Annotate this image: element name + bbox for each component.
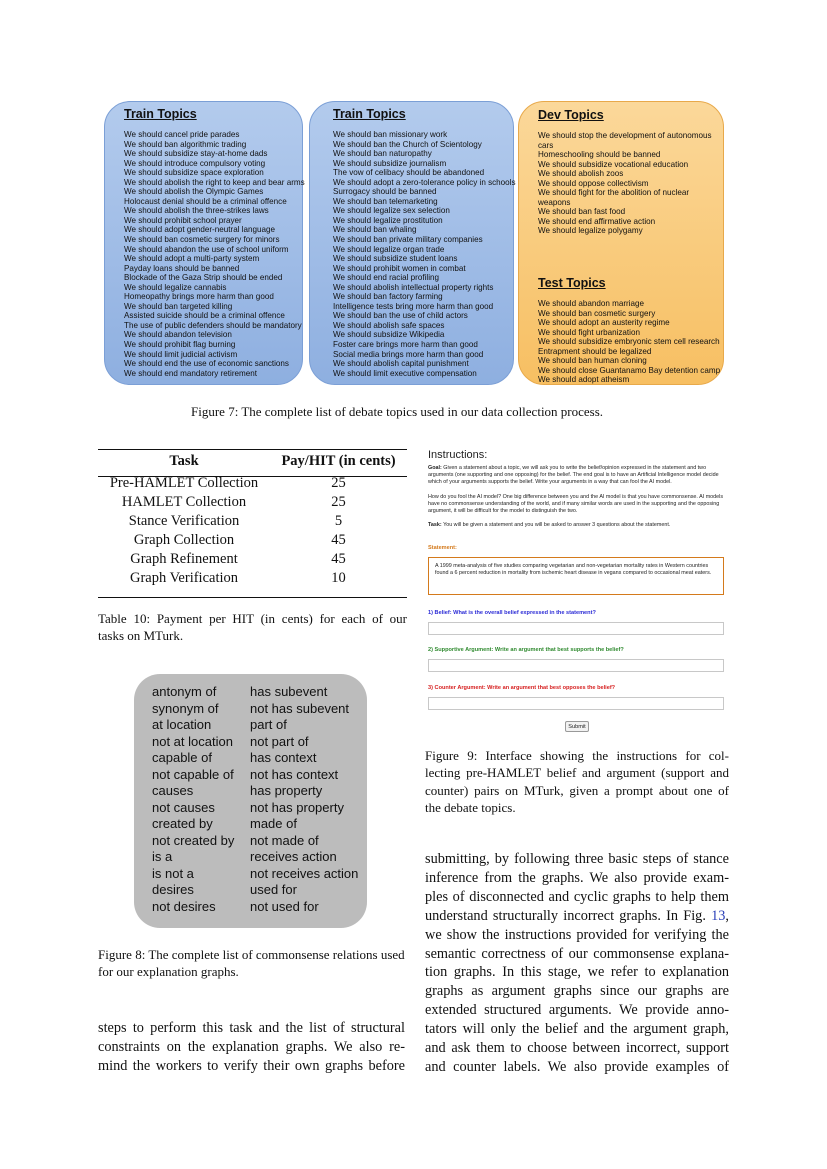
table10-caption <box>98 610 407 644</box>
relation-item: capable of <box>152 750 212 765</box>
relation-item: not has subevent <box>250 700 350 716</box>
relation-item: has subevent <box>250 684 328 699</box>
topic-item: We should legalize prostitution <box>333 215 443 225</box>
relation-item: causes <box>152 783 194 798</box>
topic-item: We should end mandatory retirement <box>124 368 258 378</box>
topic-item: We should introduce compulsory voting <box>124 158 266 168</box>
pay-cell: 10 <box>331 570 346 586</box>
topic-item: We should legalize sex selection <box>333 206 450 216</box>
topic-item: Surrogacy should be banned <box>333 187 437 197</box>
goal-paragraph <box>428 465 728 487</box>
relation-item: antonym of <box>152 684 217 699</box>
body-line: constraints on the explanation graphs. We also re- <box>98 1038 405 1055</box>
fool-paragraph: How do you fool the AI model? One big difference between you and the AI model is that you have commonsense. AI models have no commonsense understanding of the world, and if many similar words are used in the supporting and the opposing argument, it will be difficult for the model to distinguish the two. <box>428 494 724 515</box>
body-line: submitting, by following three basic steps of stance <box>425 851 729 867</box>
topic-item: We should adopt atheism <box>538 375 630 385</box>
body-line: and ask them to choose between incorrect, support <box>425 1040 729 1057</box>
body-line: extended structured arguments. We provide anno- <box>425 1002 729 1019</box>
body-line: semantic correctness of our commonsense explana- <box>425 945 729 962</box>
supportive-argument-input[interactable] <box>428 659 724 672</box>
figure9-caption-line4: the debate topics. <box>425 799 516 815</box>
body-line: inference from the graphs. We also provide exam- <box>425 869 729 886</box>
relation-item: has context <box>250 750 317 765</box>
submit-button[interactable]: Submit <box>565 721 589 732</box>
figure8-caption: Figure 8: The complete list of commonsense relations used for our explanation graphs. <box>98 947 405 979</box>
topic-item: We should abolish the three-strikes laws <box>124 206 269 216</box>
relation-item: is a <box>152 849 173 864</box>
relation-item: not used for <box>250 898 319 914</box>
relation-item: not causes <box>152 799 215 815</box>
test-topics-title: Test Topics <box>538 276 606 290</box>
task-cell: Stance Verification <box>128 513 240 529</box>
belief-input[interactable] <box>428 622 724 635</box>
relation-item: not capable of <box>152 766 234 782</box>
topic-item: The vow of celibacy should be abandoned <box>333 168 485 178</box>
goal-text: Given a statement about a topic, we will ask you to write the belief/opinion expressed in the statement and two arguments (one supporting and one opposing) for the belief. The end goal is to have an Artificial Intelligence model decide which of your arguments supports the belief. Write your arguments in a way that can fool the AI model. <box>428 465 719 486</box>
table-row <box>98 550 407 569</box>
relations-left-column <box>152 684 234 915</box>
topic-item: We should adopt a multi-party system <box>124 254 260 264</box>
topic-item: We should subsidize journalism <box>333 158 447 168</box>
topic-item: We should fight for the abolition of nuclear weapons <box>538 188 690 207</box>
relations-box <box>134 674 367 928</box>
task-cell: Graph Verification <box>129 570 239 586</box>
body-line: steps to perform this task and the list of structural <box>98 1020 405 1036</box>
topic-item: We should abandon marriage <box>538 299 645 308</box>
topic-item: Homeopathy brings more harm than good <box>124 292 274 302</box>
relation-item: created by <box>152 816 213 831</box>
topic-item: We should abolish intellectual property rights <box>333 282 494 292</box>
topic-item: We should fight urbanization <box>538 327 640 337</box>
topic-item: We should ban targeted killing <box>124 301 233 311</box>
topic-item: We should abandon television <box>124 330 232 340</box>
relation-item: has property <box>250 783 323 798</box>
topic-item: Blockade of the Gaza Strip should be ended <box>124 273 283 283</box>
train-topics-title-1: Train Topics <box>124 107 197 121</box>
topic-item: We should abandon the use of school uniform <box>124 244 289 254</box>
topic-item: We should legalize polygamy <box>538 226 643 236</box>
topic-item: Social media brings more harm than good <box>333 349 484 359</box>
relation-item: not part of <box>250 733 309 749</box>
counter-argument-question: 3) Counter Argument: Write an argument that best opposes the belief? <box>428 685 616 691</box>
table-bottom-rule <box>98 597 407 598</box>
topic-item: We should prohibit school prayer <box>124 215 242 225</box>
topic-item: We should subsidize embryonic stem cell research <box>538 337 720 347</box>
figure9-caption <box>425 747 729 816</box>
task-cell: Graph Collection <box>133 532 235 548</box>
topic-item: We should adopt an austerity regime <box>538 318 670 328</box>
topic-item: We should legalize organ trade <box>333 244 445 254</box>
relation-item: not receives action <box>250 865 359 881</box>
topic-item: We should end racial profiling <box>333 273 440 283</box>
task-cell: Graph Refinement <box>130 551 238 567</box>
topic-item: We should adopt gender-neutral language <box>124 225 276 235</box>
relation-item: is not a <box>152 865 194 881</box>
figure9-caption-line3: counter) pairs on MTurk, given a prompt about one of <box>425 782 729 798</box>
topic-item: We should cancel pride parades <box>124 130 240 139</box>
table-row <box>98 493 407 512</box>
figure9-caption-line1: Figure 9: Interface showing the instructions for col- <box>425 748 729 763</box>
relation-item: synonym of <box>152 700 219 716</box>
topic-item: We should ban cosmetic surgery <box>538 308 656 318</box>
task-cell: Pre-HAMLET Collection <box>109 475 259 491</box>
topic-item: We should subsidize vocational education <box>538 159 689 169</box>
train-topics-box-2 <box>309 101 514 385</box>
task-cell: HAMLET Collection <box>121 494 247 510</box>
dev-topics-list <box>538 131 718 236</box>
topic-item: We should end affirmative action <box>538 216 656 226</box>
topic-item: We should ban private military companies <box>333 235 483 245</box>
topic-item: Foster care brings more harm than good <box>333 340 478 350</box>
train-topics-title-2: Train Topics <box>333 107 406 121</box>
topic-item: Entrapment should be legalized <box>538 346 652 356</box>
pay-cell: 5 <box>334 513 343 529</box>
payment-table <box>98 449 407 588</box>
counter-argument-input[interactable] <box>428 697 724 710</box>
relation-item: not has property <box>250 799 344 815</box>
topic-item: We should ban the Church of Scientology <box>333 139 482 149</box>
instructions-heading: Instructions: <box>428 449 488 461</box>
body-line: graphs as argument graphs since our graphs are <box>425 983 729 1000</box>
statement-box: A 1999 meta-analysis of five studies comparing vegetarian and non-vegetarian mortality rates in Western countries found a 6 percent reduction in mortality from ischemic heart disease in vegans compared to occasional meat eaters. <box>428 557 724 595</box>
train-topics-box-1 <box>104 101 303 385</box>
task-text: You will be given a statement and you will be asked to answer 3 questions about the statement. <box>443 522 671 528</box>
relation-item: not has context <box>250 766 339 782</box>
topic-item: We should legalize cannabis <box>124 282 227 292</box>
figure7-caption: Figure 7: The complete list of debate topics used in our data collection process. <box>191 404 604 419</box>
body-line: tion graphs. In this stage, we refer to explanation <box>425 964 729 981</box>
topic-item: We should limit executive compensation <box>333 368 477 378</box>
statement-label: Statement: <box>428 545 457 551</box>
topic-item: We should prohibit women in combat <box>333 263 466 273</box>
pay-cell: 25 <box>331 494 346 510</box>
topic-item: We should ban naturopathy <box>333 149 432 159</box>
body-line: understand structurally incorrect graphs. In Fig. 13, <box>425 907 729 924</box>
supportive-argument-question: 2) Supportive Argument: Write an argument that best supports the belief? <box>428 647 624 653</box>
body-line: ples of disconnected and cyclic graphs to help them <box>425 888 729 905</box>
relation-item: not created by <box>152 832 235 848</box>
topic-item: We should abolish safe spaces <box>333 320 445 330</box>
topic-item: We should limit judicial activism <box>124 349 238 359</box>
table-header-row <box>98 449 407 474</box>
body-line: tators will only the belief and the argument graph, <box>425 1021 729 1038</box>
table-mid-rule <box>98 476 407 477</box>
goal-label: Goal: <box>428 465 442 471</box>
topic-item: Homeschooling should be banned <box>538 150 661 160</box>
header-pay: Pay/HIT (in cents) <box>281 453 396 469</box>
topic-item: We should abolish the Olympic Games <box>124 187 264 197</box>
table10-caption-line1: Table 10: Payment per HIT (in cents) for each of our <box>98 611 407 626</box>
table-row <box>98 569 407 588</box>
topic-item: We should subsidize stay-at-home dads <box>124 149 268 159</box>
relation-item: made of <box>250 816 297 831</box>
relation-item: desires <box>152 882 194 897</box>
topic-item: We should stop the development of autonomous cars <box>538 131 712 150</box>
topic-item: We should ban whaling <box>333 225 417 235</box>
topic-item: We should subsidize student loans <box>333 254 458 264</box>
body-text-left <box>98 1019 405 1076</box>
topic-item: We should ban fast food <box>538 207 626 217</box>
dev-test-topics-box <box>518 101 724 385</box>
relation-item: at location <box>152 717 212 732</box>
topic-item: We should subsidize space exploration <box>124 168 264 178</box>
topic-item: Payday loans should be banned <box>124 263 240 273</box>
figure-ref-link[interactable]: 13 <box>711 907 726 924</box>
dev-topics-title: Dev Topics <box>538 108 604 122</box>
relation-item: not made of <box>250 832 319 848</box>
topic-item: The use of public defenders should be mandatory <box>124 320 302 330</box>
table10-caption-line2: tasks on MTurk. <box>98 628 184 643</box>
topic-item: We should abolish capital punishment <box>333 359 469 369</box>
pay-cell: 25 <box>331 475 346 491</box>
pay-cell: 45 <box>331 551 346 567</box>
topic-item: We should close Guantanamo Bay detention camp <box>538 365 721 375</box>
relation-item: used for <box>250 882 297 897</box>
relation-item: receives action <box>250 849 337 864</box>
task-label: Task: <box>428 522 442 528</box>
belief-question: 1) Belief: What is the overall belief expressed in the statement? <box>428 610 596 616</box>
topic-item: We should prohibit flag burning <box>124 340 236 350</box>
topic-item: We should ban human cloning <box>538 356 647 366</box>
topic-item: We should oppose collectivism <box>538 178 649 188</box>
relations-right-column <box>250 684 358 915</box>
pay-cell: 45 <box>331 532 346 548</box>
topic-item: We should abolish zoos <box>538 169 624 179</box>
topic-item: We should adopt a zero-tolerance policy in schools <box>333 177 516 187</box>
body-line: and counter labels. We also provide examples of <box>425 1058 729 1075</box>
topic-item: We should ban telemarketing <box>333 196 438 206</box>
topic-item: We should subsidize Wikipedia <box>333 330 445 340</box>
task-paragraph <box>428 522 728 529</box>
topic-item: We should ban algorithmic trading <box>124 139 247 149</box>
table-row <box>98 512 407 531</box>
body-line: we show the instructions provided for verifying the <box>425 926 729 943</box>
train-topics-list-1 <box>124 130 305 378</box>
topic-item: Holocaust denial should be a criminal offence <box>124 196 287 206</box>
topic-item: We should ban factory farming <box>333 292 443 302</box>
header-task: Task <box>169 453 199 469</box>
topic-item: We should end the use of economic sanctions <box>124 359 289 369</box>
topic-item: Assisted suicide should be a criminal offence <box>124 311 285 321</box>
test-topics-list <box>538 299 720 385</box>
relation-item: not desires <box>152 898 216 914</box>
body-text-right <box>425 850 729 1077</box>
topic-item: We should ban cosmetic surgery for minors <box>124 235 280 245</box>
table-row <box>98 531 407 550</box>
train-topics-list-2 <box>333 130 516 378</box>
topic-item: Intelligence tests bring more harm than good <box>333 301 494 311</box>
topic-item: We should abolish the right to keep and bear arms <box>124 177 305 187</box>
relation-item: part of <box>250 717 287 732</box>
topic-item: We should ban the use of child actors <box>333 311 468 321</box>
figure9-caption-line2: lecting pre-HAMLET belief and argument (support and <box>425 765 729 781</box>
body-line: mind the workers to verify their own graphs before <box>98 1057 405 1074</box>
topic-item: We should ban missionary work <box>333 130 448 139</box>
relation-item: not at location <box>152 733 233 749</box>
